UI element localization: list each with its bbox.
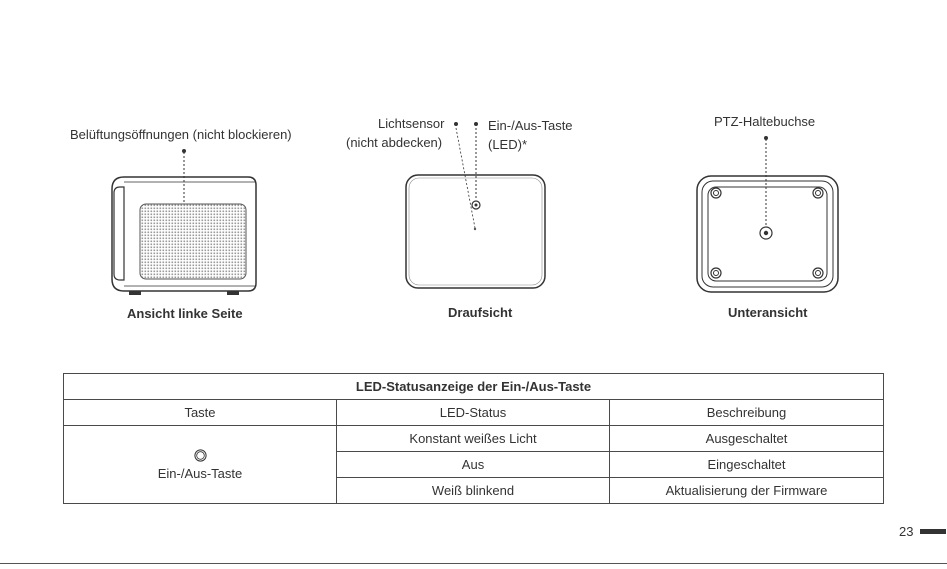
- led-status-cell: Konstant weißes Licht: [337, 426, 610, 452]
- light-sensor-label: Lichtsensor: [378, 116, 445, 131]
- table-title: LED-Statusanzeige der Ein-/Aus-Taste: [64, 374, 884, 400]
- button-cell: [64, 426, 337, 504]
- header-description: Beschreibung: [610, 400, 884, 426]
- table-title-row: [64, 374, 884, 400]
- description-cell: Ausgeschaltet: [610, 426, 884, 452]
- power-button-label: Ein-/Aus-Taste: [488, 118, 573, 133]
- description-cell: Eingeschaltet: [610, 452, 884, 478]
- table-row: [64, 426, 884, 452]
- led-status-table: [63, 373, 884, 504]
- table-header-row: [64, 400, 884, 426]
- bottom-view-drawing: [697, 136, 838, 292]
- page-marker-bar: [920, 529, 946, 534]
- led-status-cell: Weiß blinkend: [337, 478, 610, 504]
- footer-divider: [0, 563, 947, 564]
- header-button: Taste: [64, 400, 337, 426]
- top-view-caption: Draufsicht: [448, 305, 513, 320]
- left-view-caption: Ansicht linke Seite: [127, 306, 243, 321]
- light-sensor-note: (nicht abdecken): [346, 135, 443, 150]
- tripod-socket-label: PTZ-Haltebuchse: [714, 114, 816, 129]
- led-status-cell: Aus: [337, 452, 610, 478]
- bottom-view-caption: Unteransicht: [728, 305, 808, 320]
- description-cell: Aktualisierung der Firmware: [610, 478, 884, 504]
- header-led-status: LED-Status: [337, 400, 610, 426]
- left-side-view-drawing: [112, 149, 256, 295]
- power-button-led-note: (LED)*: [488, 137, 528, 152]
- power-button-icon: [194, 449, 207, 462]
- page-number: 23: [899, 524, 914, 539]
- vent-label: Belüftungsöffnungen (nicht blockieren): [70, 127, 292, 142]
- button-name: Ein-/Aus-Taste: [157, 465, 243, 481]
